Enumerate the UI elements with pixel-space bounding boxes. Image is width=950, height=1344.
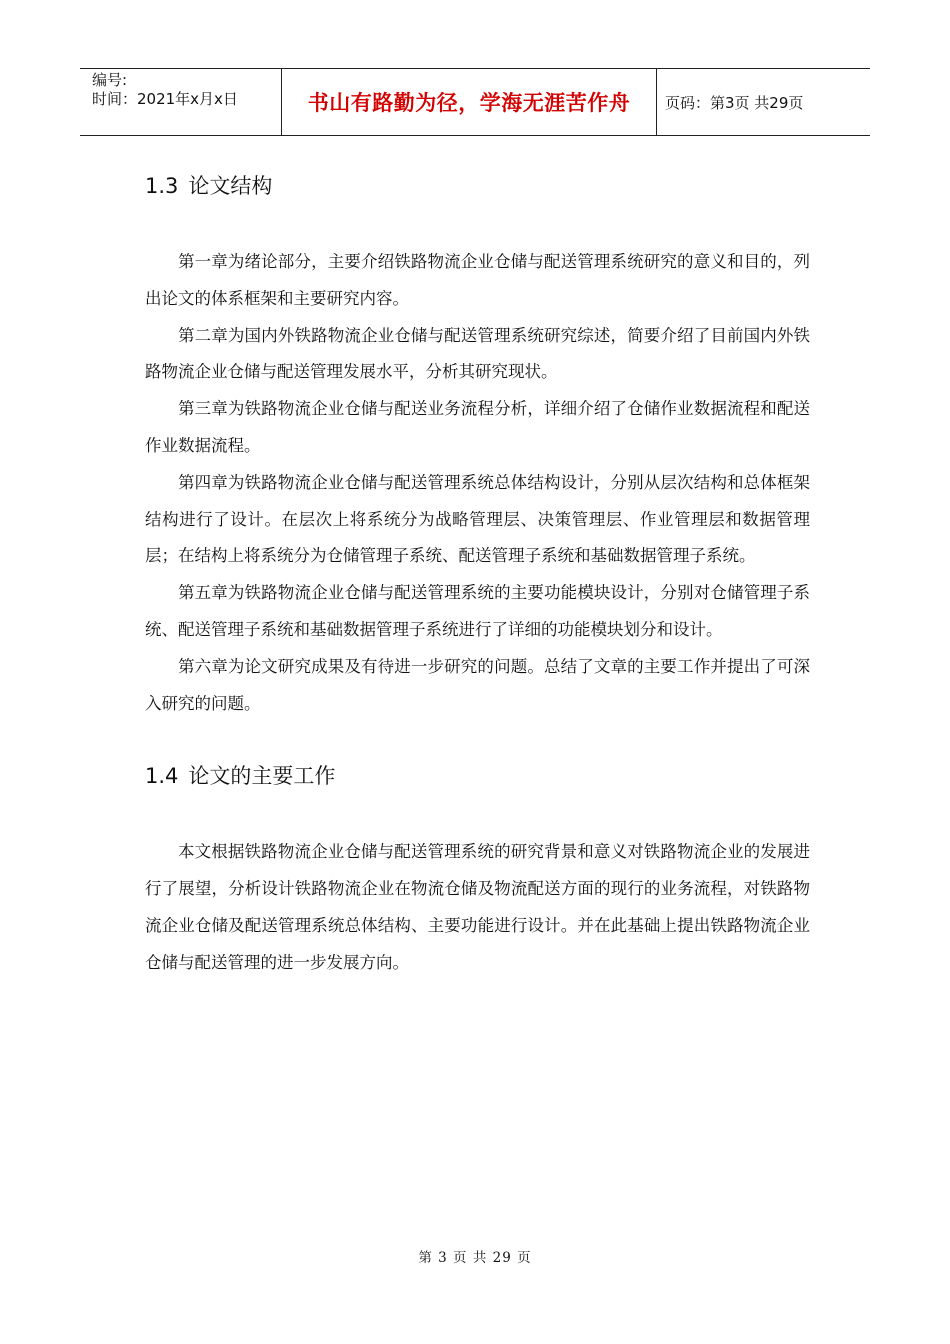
document-body [145,160,810,982]
section-title: 论文的主要工作 [188,764,336,789]
page-header [80,68,870,136]
page-footer: 第 3 页 共 29 页 [418,1250,532,1266]
section-number: 1.4 [145,764,179,789]
paragraph: 第一章为绪论部分，主要介绍铁路物流企业仓储与配送管理系统研究的意义和目的，列出论文的体系框架和主要研究内容。 [145,252,810,308]
header-page-info: 页码：第3页 共29页 [665,93,804,112]
section-title: 论文结构 [188,174,273,198]
paragraph: 第五章为铁路物流企业仓储与配送管理系统的主要功能模块设计，分别对仓储管理子系统、配送管理子系统和基础数据管理子系统进行了详细的功能模块划分和设计。 [145,583,810,639]
section-heading [145,160,810,212]
header-meta [80,69,282,135]
serial-label: 编号: [92,71,128,89]
time-label: 时间：2021年x月x日 [92,90,238,108]
paragraph: 第三章为铁路物流企业仓储与配送业务流程分析，详细介绍了仓储作业数据流程和配送作业数据流程。 [145,399,810,455]
section-number: 1.3 [145,174,179,198]
paragraph: 第四章为铁路物流企业仓储与配送管理系统总体结构设计，分别从层次结构和总体框架结构进行了设计。在层次上将系统分为战略管理层、决策管理层、作业管理层和数据管理层；在结构上将系统分为仓储管理子系统、配送管理子系统和基础数据管理子系统。 [145,472,810,566]
paragraph: 第六章为论文研究成果及有待进一步研究的问题。总结了文章的主要工作并提出了可深入研究的问题。 [145,656,810,713]
section-heading [145,750,810,802]
paragraph: 本文根据铁路物流企业仓储与配送管理系统的研究背景和意义对铁路物流企业的发展进行了展望，分析设计铁路物流企业在物流仓储及物流配送方面的现行的业务流程，对铁路物流企业仓储及配送管理系统总体结构、主要功能进行设计。并在此基础上提出铁路物流企业仓储与配送管理的进一步发展方向。 [145,842,810,972]
header-motto: 书山有路勤为径，学海无涯苦作舟 [282,69,657,135]
paragraph: 第二章为国内外铁路物流企业仓储与配送管理系统研究综述，简要介绍了目前国内外铁路物流企业仓储与配送管理发展水平，分析其研究现状。 [145,325,810,382]
